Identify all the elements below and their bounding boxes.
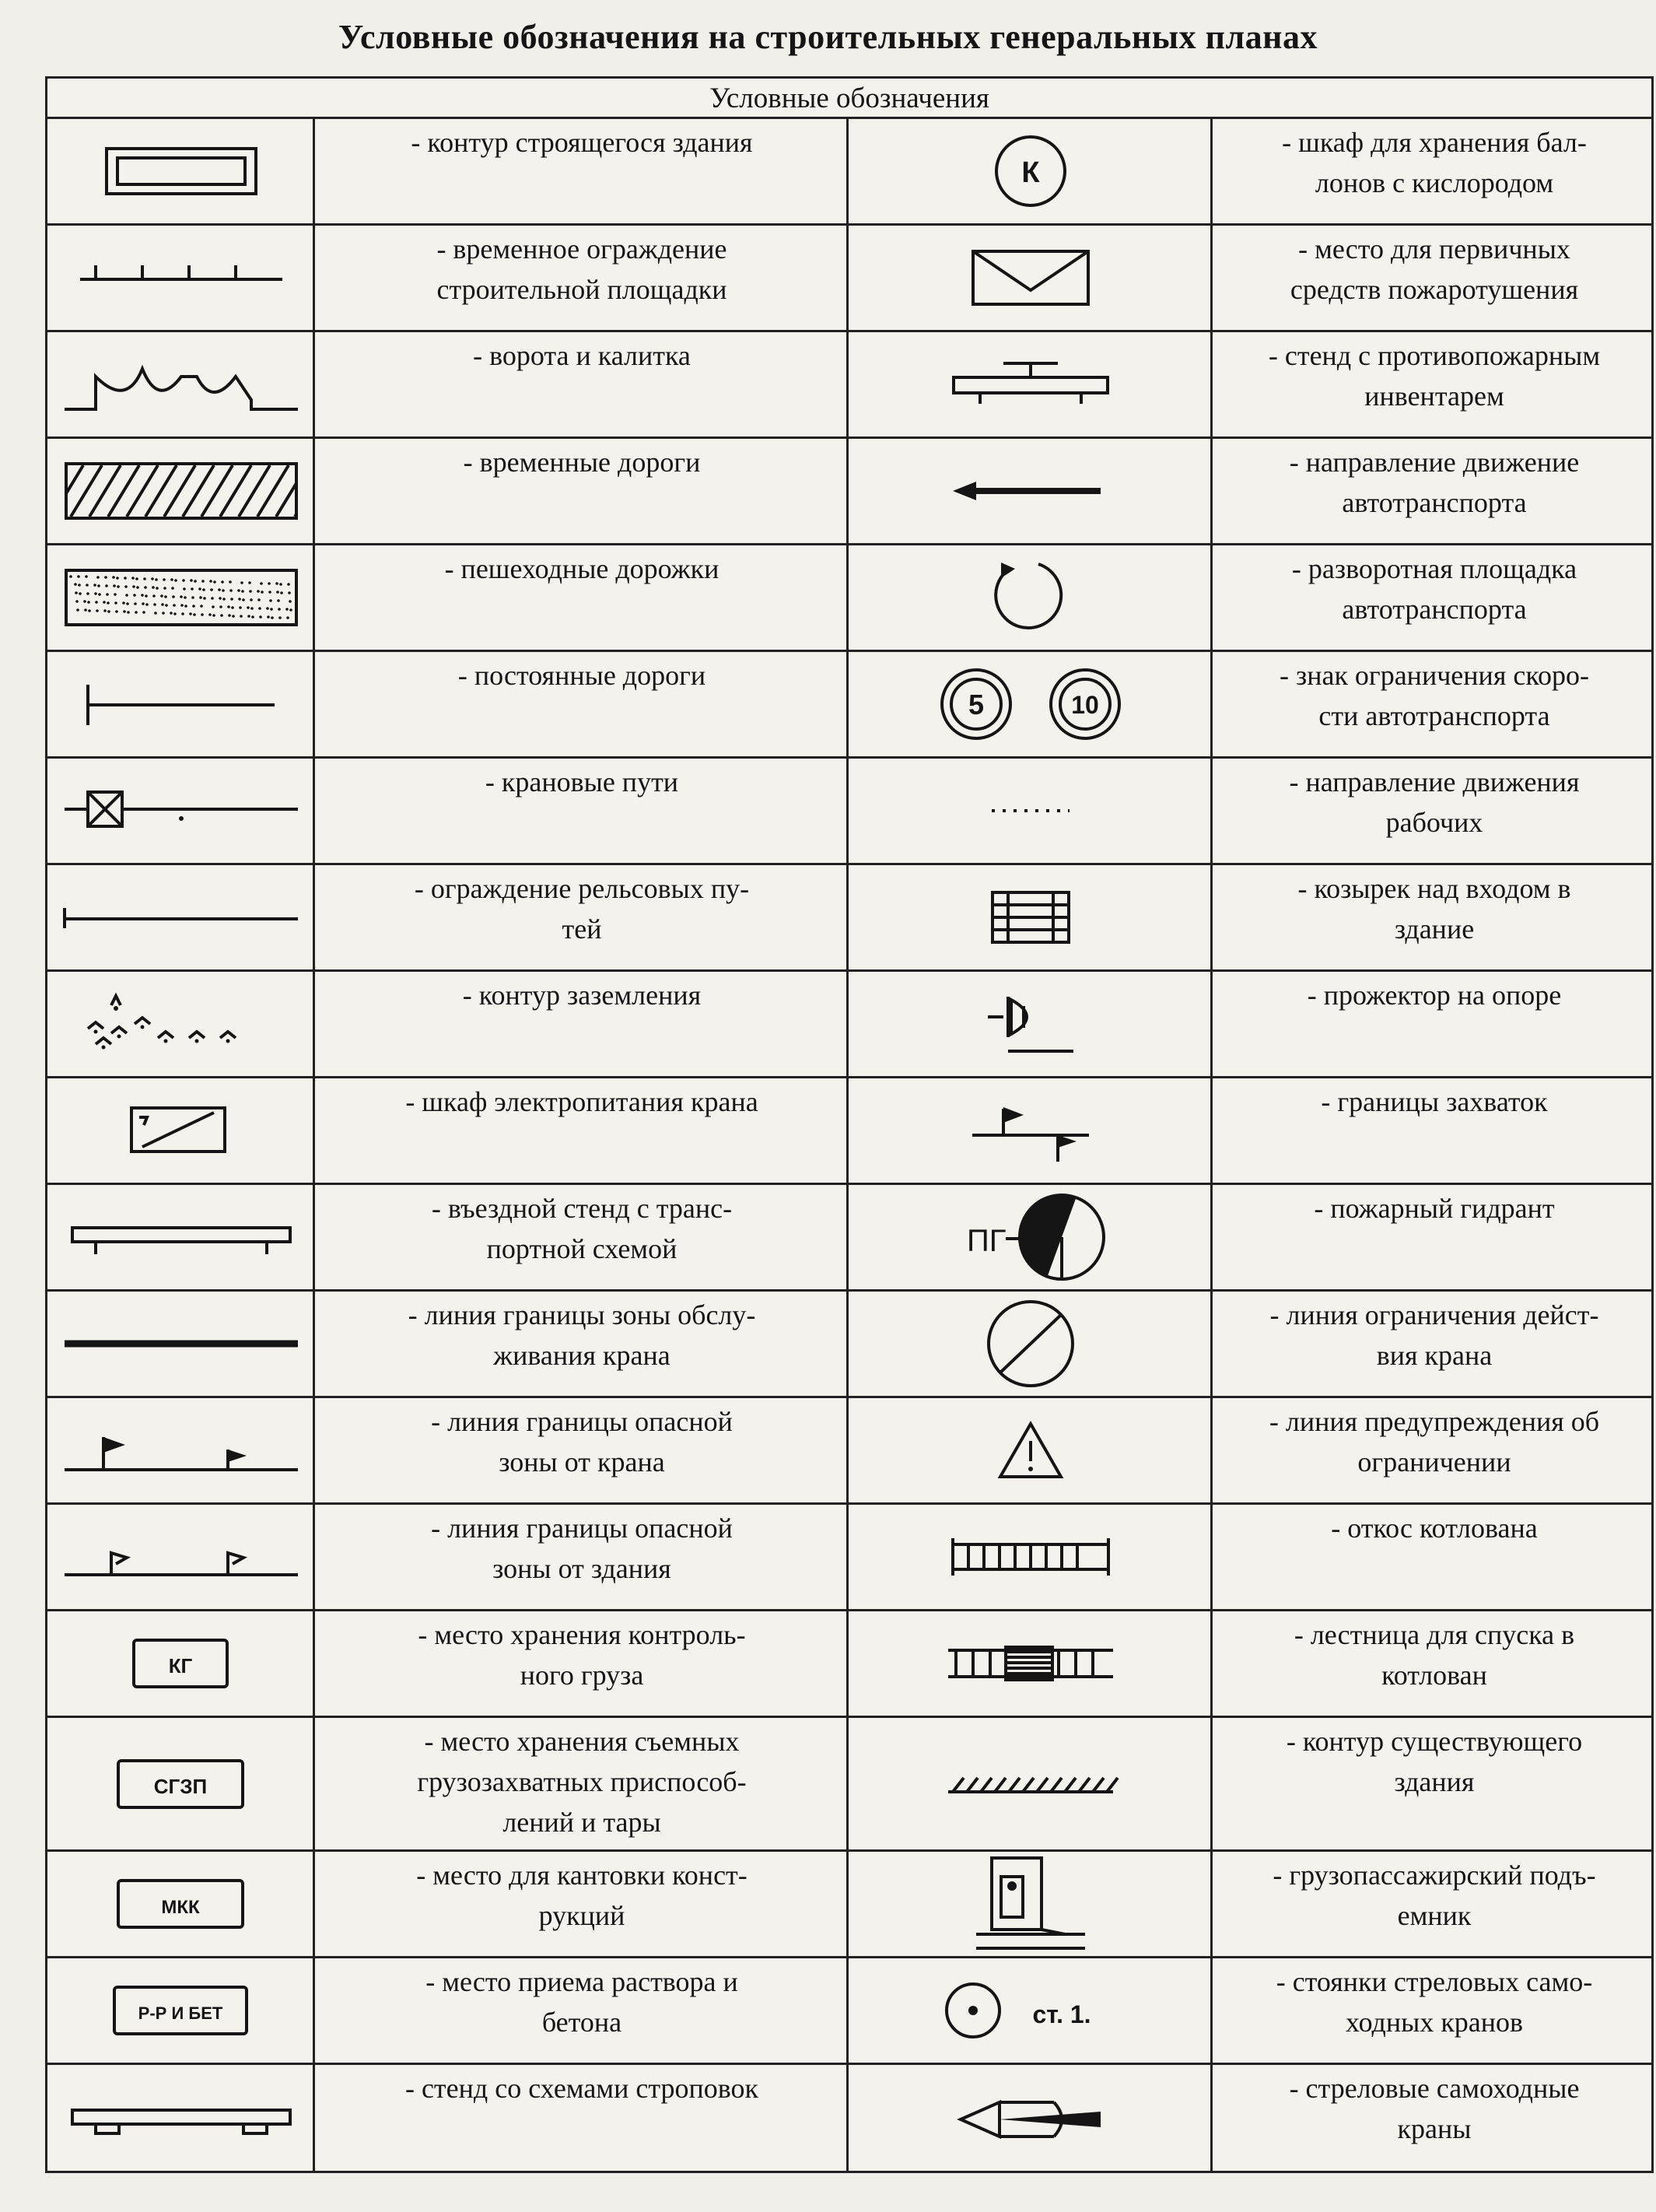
mortar-concrete-receiving-icon [47,1958,315,2063]
legend-label: - стенд с противопожарным инвентарем [1268,340,1601,412]
building-danger-zone-line-icon [47,1505,315,1609]
legend-label: - грузопассажирский подъ- емник [1273,1860,1596,1931]
lifting-devices-storage-icon [47,1718,315,1849]
page-title: Условные обозначения на строительных генеральных планах [338,18,1318,56]
temporary-fence-icon [47,226,315,330]
legend-label: - контур заземления [462,980,702,1011]
legend-row [47,1292,1651,1398]
legend-row [47,1718,1651,1852]
warning-triangle-icon [849,1398,1213,1502]
legend-label: - крановые пути [485,766,679,798]
symbol-text: ст. 1. [1032,2000,1091,2028]
entry-stand-icon [47,1185,315,1289]
legend-label: - направление движение автотранспорта [1289,447,1580,518]
legend-row [47,652,1651,759]
legend-table [45,76,1654,2173]
legend-label: - стенд со схемами строповок [404,2073,759,2104]
legend-label: - место для кантовки конст- рукций [416,1860,747,1931]
legend-row [47,1078,1651,1185]
legend-label: - линия предупреждения об ограничении [1269,1406,1600,1478]
gate-and-wicket-icon [47,332,315,436]
grounding-contour-icon [47,972,315,1076]
legend-label: - место хранения контроль- ного груза [418,1619,746,1691]
pit-slope-icon [849,1505,1213,1609]
legend-label: - шкаф электропитания крана [405,1086,758,1117]
legend-row [47,972,1651,1078]
legend-row [47,865,1651,972]
legend-label: - место приема раствора и бетона [425,1966,738,2038]
legend-label: - место хранения съемных грузозахватных приспособ- лений и тары [417,1726,747,1838]
symbol-text: МКК [161,1897,200,1918]
crane-parking-icon [849,1958,1213,2063]
legend-label: - ограждение рельсовых пу- тей [414,873,750,945]
cargo-passenger-hoist-icon [849,1852,1213,1956]
table-header: Условные обозначения [47,79,1651,119]
legend-label: - направление движения рабочих [1289,766,1580,838]
symbol-text: 5 [968,689,985,720]
legend-label: - линия границы опасной зоны от здания [431,1513,733,1584]
entrance-canopy-icon [849,865,1213,969]
symbol-text: КГ [168,1654,193,1677]
symbol-text: ПГ [967,1224,1007,1258]
legend-label: - прожектор на опоре [1307,980,1562,1011]
legend-label: - лестница для спуска в котлован [1294,1619,1575,1691]
legend-row [47,226,1651,332]
fire-hydrant-icon [849,1185,1213,1289]
legend-label: - линия границы зоны обслу- живания крана [408,1299,756,1371]
legend-label: - козырек над входом в здание [1297,873,1571,945]
symbol-text: СГЗП [153,1774,208,1798]
legend-label: - стреловые самоходные краны [1289,2073,1580,2144]
fire-equipment-stand-icon [849,332,1213,436]
legend-label: - стоянки стреловых само- ходных кранов [1276,1966,1593,2038]
legend-row [47,1185,1651,1292]
legend-label: - пожарный гидрант [1314,1193,1555,1224]
legend-row [47,1611,1651,1718]
legend-row [47,2065,1651,2174]
legend-row [47,1398,1651,1505]
crane-danger-zone-line-icon [47,1398,315,1502]
legend-label: - контур существующего здания [1286,1726,1583,1797]
existing-building-icon [849,1718,1213,1849]
legend-label: - временные дороги [463,447,701,478]
building-contour-icon [47,119,315,223]
legend-label: - место для первичных средств пожаротушения [1290,233,1579,305]
legend-label: - линия ограничения дейст- вия крана [1269,1299,1599,1371]
legend-label: - разворотная площадка автотранспорта [1291,553,1577,625]
control-load-storage-icon [47,1611,315,1716]
legend-label: - временное ограждение строительной площадки [436,233,727,305]
legend-row [47,1505,1651,1611]
legend-label: - откос котлована [1331,1513,1538,1544]
symbol-text: 10 [1071,691,1099,719]
fire-fighting-means-icon [849,226,1213,330]
legend-label: - границы захваток [1321,1086,1548,1117]
permanent-roads-icon [47,652,315,756]
legend-row [47,332,1651,439]
legend-row [47,1958,1651,2065]
legend-row [47,439,1651,545]
crane-action-limit-icon [849,1292,1213,1396]
mobile-crane-icon [849,2065,1213,2174]
legend-label: - линия границы опасной зоны от крана [431,1406,733,1478]
crane-tracks-icon [47,759,315,863]
crane-service-zone-line-icon [47,1292,315,1396]
legend-label: - въездной стенд с транс- портной схемой [431,1193,733,1264]
floodlight-icon [849,972,1213,1076]
legend-row [47,759,1651,865]
oxygen-cylinder-cabinet-icon [849,119,1213,223]
footpaths-icon [47,545,315,650]
traffic-direction-arrow-icon [849,439,1213,543]
turning-area-icon [849,545,1213,650]
legend-label: - знак ограничения скоро- сти автотранспорта [1279,660,1590,731]
tilting-place-icon [47,1852,315,1956]
crane-power-cabinet-icon [47,1078,315,1183]
speed-limit-signs-icon [849,652,1213,756]
symbol-text: Р-Р И БЕТ [138,2003,223,2023]
pit-stairs-icon [849,1611,1213,1716]
rail-fence-icon [47,865,315,969]
legend-label: - постоянные дороги [457,660,706,691]
legend-label: - ворота и калитка [473,340,691,371]
work-zone-boundary-icon [849,1078,1213,1183]
temporary-roads-icon [47,439,315,543]
symbol-text: К [1021,156,1040,189]
legend-label: - шкаф для хранения бал- лонов с кислородом [1282,127,1587,198]
slinging-schemes-stand-icon [47,2065,315,2174]
legend-row [47,1852,1651,1958]
legend-row [47,545,1651,652]
legend-label: - пешеходные дорожки [444,553,719,584]
legend-row [47,119,1651,226]
workers-direction-icon [849,759,1213,863]
legend-label: - контур строящегося здания [411,127,753,158]
